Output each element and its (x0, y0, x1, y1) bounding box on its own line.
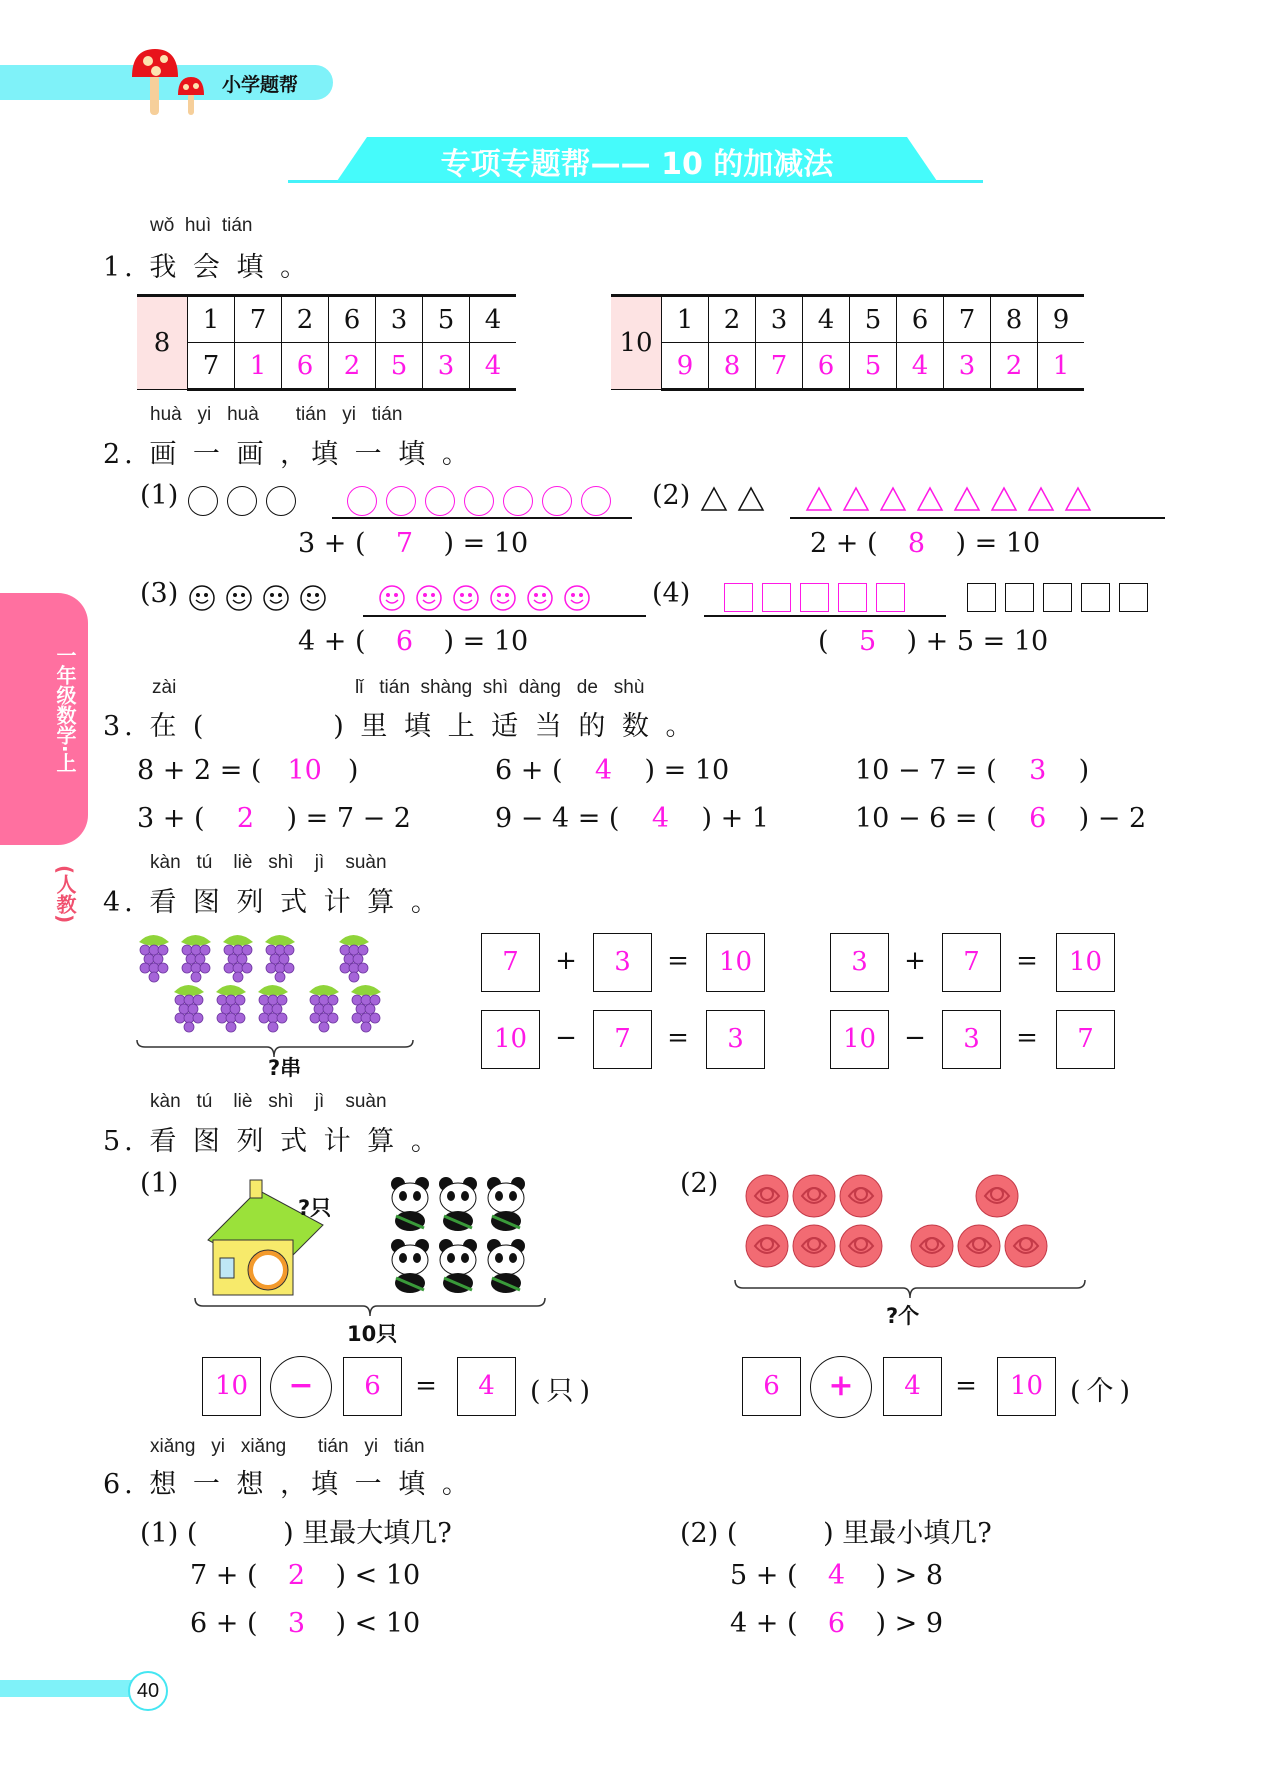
page-number: 40 (128, 1671, 168, 1711)
unit-label: (只) (530, 1376, 597, 1407)
whole-number-cell: 8 (137, 296, 188, 390)
flower-icon (793, 1225, 835, 1267)
circle-icon (503, 486, 533, 516)
edition-label: (人教) (53, 865, 77, 924)
answer-box: 10 (706, 933, 765, 992)
q6-equation (730, 1560, 943, 1591)
q6-title: 6. 想 一 想 ，填 一 填 。 (103, 1469, 473, 1500)
answer-value: 2 (287, 1560, 306, 1591)
circle-icon (425, 486, 455, 516)
circle-icon (581, 486, 611, 516)
equation-text: ) < 10 (335, 1560, 421, 1591)
equation-text: ) + 5 = 10 (906, 626, 1049, 657)
decomposition-table-8 (137, 294, 516, 391)
equation-text: 10 − 6 = ( (855, 803, 997, 834)
q6-equation (730, 1608, 943, 1639)
circle-icon (386, 486, 416, 516)
square-icon (762, 583, 791, 612)
q3-equation (495, 755, 729, 786)
square-icon (1043, 583, 1072, 612)
q2-equation (818, 626, 1048, 657)
square-icon (1081, 583, 1110, 612)
flower-icon (976, 1175, 1018, 1217)
equals-sign: = (667, 946, 689, 976)
answer-line (363, 615, 646, 617)
table-cell: 1 (188, 296, 235, 343)
answer-box: 4 (457, 1357, 516, 1416)
equation-text: 3 + ( (298, 528, 366, 559)
answer-cell: 6 (803, 343, 850, 390)
table-cell: 6 (897, 296, 944, 343)
flower-icon (840, 1225, 882, 1267)
equation-text: ) > 8 (875, 1560, 943, 1591)
table-cell: 4 (470, 296, 517, 343)
grape-bunch-icon (139, 935, 169, 982)
q6-equation (190, 1560, 420, 1591)
circle-icon (542, 486, 572, 516)
operator-circle: − (270, 1356, 332, 1418)
q4-title: 4. 看 图 列 式 计 算 。 (103, 887, 442, 918)
grape-bunch-icon (265, 935, 295, 982)
q5-title: 5. 看 图 列 式 计 算 。 (103, 1126, 442, 1157)
flower-icon (911, 1225, 953, 1267)
table-cell: 3 (376, 296, 423, 343)
answer-cell: 5 (850, 343, 897, 390)
answer-box: 3 (593, 933, 652, 992)
smiley-icon (378, 584, 406, 616)
q2-item-label: (1) (140, 480, 179, 511)
q3-equation (137, 755, 358, 786)
q5-pinyin: kàn tú liè shì jì suàn (150, 1091, 387, 1112)
equation-text: ) = 10 (644, 755, 730, 786)
drawn-shapes (805, 486, 1092, 516)
flower-icon (840, 1175, 882, 1217)
answer-box: 10 (1056, 933, 1115, 992)
table-cell: 7 (188, 343, 235, 390)
answer-value: 8 (907, 528, 926, 559)
flower-icon (958, 1225, 1000, 1267)
brace-icon (193, 1296, 548, 1320)
flower-icon (1005, 1225, 1047, 1267)
equation-text: 3 + ( (137, 803, 205, 834)
equation-text: ) = 10 (443, 528, 529, 559)
smiley-icon (262, 584, 290, 616)
circle-icon (227, 486, 257, 516)
equation-text: ) − 2 (1078, 803, 1147, 834)
answer-cell: 8 (709, 343, 756, 390)
q3-title: 3. 在 ( ) 里 填 上 适 当 的 数 。 (103, 711, 697, 742)
given-shapes (967, 583, 1148, 612)
answer-box: 10 (830, 1010, 889, 1069)
q2-item-label: (3) (140, 578, 179, 609)
equals-sign: = (667, 1023, 689, 1053)
equation-text: ) > 9 (875, 1608, 943, 1639)
equation-text: 6 + ( (495, 755, 563, 786)
operator-circle: + (810, 1356, 872, 1418)
grape-bunch-icon (174, 985, 204, 1032)
equals-sign: = (1016, 946, 1038, 976)
triangle-icon (990, 486, 1018, 516)
table-cell: 5 (850, 296, 897, 343)
answer-cell: 4 (470, 343, 517, 390)
grapes-caption: ?串 (268, 1056, 302, 1080)
equation-text: ) = 10 (955, 528, 1041, 559)
circle-icon (464, 486, 494, 516)
answer-box: 3 (830, 933, 889, 992)
answer-line (704, 615, 946, 617)
grade-label: 一年级数学·上 (53, 645, 77, 773)
answer-line (332, 517, 632, 519)
answer-cell: 6 (282, 343, 329, 390)
answer-cell: 5 (376, 343, 423, 390)
answer-cell: 1 (1038, 343, 1085, 390)
panda-icon (391, 1239, 429, 1293)
square-icon (838, 583, 867, 612)
triangle-icon (737, 486, 765, 516)
answer-value: 4 (594, 755, 613, 786)
circle-icon (266, 486, 296, 516)
q2-item-label: (2) (652, 480, 691, 511)
triangle-icon (700, 486, 728, 516)
answer-value: 2 (236, 803, 255, 834)
smiley-icon (489, 584, 517, 616)
q3-equation (855, 755, 1089, 786)
q2-title: 2. 画 一 画 ，填 一 填 。 (103, 439, 473, 470)
answer-box: 7 (1056, 1010, 1115, 1069)
triangle-icon (916, 486, 944, 516)
table-cell: 4 (803, 296, 850, 343)
answer-cell: 4 (897, 343, 944, 390)
operator-sign: + (555, 946, 577, 976)
answer-box: 10 (997, 1357, 1056, 1416)
equation-text: ) = 7 − 2 (286, 803, 411, 834)
q6-part1-prompt: (1) ( ) 里最大填几? (140, 1518, 452, 1549)
answer-line (790, 517, 1165, 519)
page-title: 专项专题帮—— 10 的加减法 (440, 147, 834, 182)
q2-equation (810, 528, 1040, 559)
equation-text: 9 − 4 = ( (495, 803, 620, 834)
q2-item-label: (4) (652, 578, 691, 609)
grape-bunch-icon (216, 985, 246, 1032)
square-icon (800, 583, 829, 612)
answer-box: 10 (202, 1357, 261, 1416)
q2-equation (298, 528, 528, 559)
table-cell: 2 (709, 296, 756, 343)
equation-text: 5 + ( (730, 1560, 798, 1591)
table-cell: 8 (991, 296, 1038, 343)
q2-pinyin: huà yi huà tián yi tián (150, 404, 403, 425)
answer-cell: 1 (235, 343, 282, 390)
grape-bunch-icon (181, 935, 211, 982)
pandas-picture (380, 1172, 540, 1302)
whole-number-cell: 10 (611, 296, 662, 390)
answer-box: 7 (481, 933, 540, 992)
answer-cell: 3 (423, 343, 470, 390)
operator-sign: − (555, 1023, 577, 1053)
grape-bunch-icon (258, 985, 288, 1032)
equation-text: ) (347, 755, 359, 786)
brand-name: 小学题帮 (222, 74, 299, 96)
smiley-icon (452, 584, 480, 616)
equation-text: ( (818, 626, 829, 657)
equation-text: 7 + ( (190, 1560, 258, 1591)
smiley-icon (563, 584, 591, 616)
square-icon (967, 583, 996, 612)
equals-sign: = (415, 1371, 437, 1401)
table-cell: 6 (329, 296, 376, 343)
grape-bunch-icon (309, 985, 339, 1032)
answer-cell: 7 (756, 343, 803, 390)
q3-equation (495, 803, 769, 834)
drawn-shapes (724, 583, 905, 612)
triangle-icon (842, 486, 870, 516)
flower-icon (793, 1175, 835, 1217)
grape-bunch-icon (351, 985, 381, 1032)
square-icon (876, 583, 905, 612)
triangle-icon (1027, 486, 1055, 516)
mushroom-logo-icon (128, 45, 218, 117)
answer-value: 4 (827, 1560, 846, 1591)
panda-icon (391, 1177, 429, 1231)
equation-text: 2 + ( (810, 528, 878, 559)
equation-text: 6 + ( (190, 1608, 258, 1639)
q5-part1-label: (1) (140, 1168, 179, 1199)
square-icon (1119, 583, 1148, 612)
answer-value: 5 (858, 626, 877, 657)
triangle-icon (953, 486, 981, 516)
table-cell: 7 (235, 296, 282, 343)
circle-icon (188, 486, 218, 516)
drawn-shapes (347, 486, 611, 516)
answer-box: 4 (883, 1357, 942, 1416)
smiley-icon (225, 584, 253, 616)
answer-cell: 9 (662, 343, 709, 390)
operator-sign: + (904, 946, 926, 976)
equation-text: 4 + ( (730, 1608, 798, 1639)
brace-icon (733, 1278, 1088, 1302)
q5-part2-label: (2) (680, 1168, 719, 1199)
drawn-shapes (378, 584, 591, 616)
answer-cell: 2 (329, 343, 376, 390)
answer-value: 3 (1029, 755, 1047, 786)
given-shapes (188, 486, 296, 516)
equation-text: ) < 10 (335, 1608, 421, 1639)
q3-pinyin-b: lǐ tián shàng shì dàng de shù (355, 677, 645, 698)
q6-equation (190, 1608, 420, 1639)
table-cell: 7 (944, 296, 991, 343)
house-clock-icon (198, 1170, 328, 1300)
answer-value: 3 (287, 1608, 306, 1639)
equation-text: ) + 1 (701, 803, 769, 834)
q1-title: 1. 我 会 填 。 (103, 252, 312, 283)
q1-pinyin: wǒ huì tián (150, 215, 253, 236)
answer-cell: 3 (944, 343, 991, 390)
triangle-icon (805, 486, 833, 516)
smiley-icon (188, 584, 216, 616)
answer-box: 3 (706, 1010, 765, 1069)
table-cell: 2 (282, 296, 329, 343)
grape-bunch-icon (223, 935, 253, 982)
answer-value: 6 (395, 626, 414, 657)
q3-equation (137, 803, 411, 834)
answer-box: 7 (593, 1010, 652, 1069)
flowers-picture (740, 1172, 1090, 1282)
total-animals-label: 10只 (347, 1322, 398, 1346)
q6-pinyin: xiǎng yi xiǎng tián yi tián (150, 1436, 425, 1457)
grapes-picture (135, 930, 425, 1065)
table-cell: 9 (1038, 296, 1085, 343)
given-shapes (700, 486, 765, 516)
circle-icon (347, 486, 377, 516)
equation-text: 4 + ( (298, 626, 366, 657)
decomposition-table-10 (611, 294, 1084, 391)
panda-icon (487, 1239, 525, 1293)
table-cell: 1 (662, 296, 709, 343)
flower-icon (746, 1175, 788, 1217)
smiley-icon (526, 584, 554, 616)
operator-sign: − (904, 1023, 926, 1053)
smiley-icon (415, 584, 443, 616)
answer-value: 10 (287, 755, 322, 786)
footer-band (0, 1680, 140, 1697)
smiley-icon (299, 584, 327, 616)
panda-icon (487, 1177, 525, 1231)
panda-icon (439, 1239, 477, 1293)
q6-part2-prompt: (2) ( ) 里最小填几? (680, 1518, 992, 1549)
q3-pinyin-a: zài (152, 677, 177, 698)
given-shapes (188, 584, 327, 616)
square-icon (724, 583, 753, 612)
table-cell: 3 (756, 296, 803, 343)
answer-value: 4 (651, 803, 670, 834)
equals-sign: = (1016, 1023, 1038, 1053)
unknown-animals-label: ?只 (298, 1196, 332, 1220)
answer-value: 7 (395, 528, 414, 559)
panda-icon (439, 1177, 477, 1231)
grape-bunch-icon (339, 935, 369, 982)
answer-value: 6 (1029, 803, 1047, 834)
answer-cell: 2 (991, 343, 1038, 390)
q2-equation (298, 626, 528, 657)
equation-text: ) (1078, 755, 1090, 786)
answer-box: 10 (481, 1010, 540, 1069)
triangle-icon (879, 486, 907, 516)
equation-text: ) = 10 (443, 626, 529, 657)
equation-text: 8 + 2 = ( (137, 755, 262, 786)
q3-equation (855, 803, 1146, 834)
square-icon (1005, 583, 1034, 612)
table-cell: 5 (423, 296, 470, 343)
flower-icon (746, 1225, 788, 1267)
equals-sign: = (955, 1371, 977, 1401)
q4-pinyin: kàn tú liè shì jì suàn (150, 852, 387, 873)
total-flowers-label: ?个 (886, 1304, 920, 1328)
answer-box: 6 (343, 1357, 402, 1416)
answer-box: 6 (742, 1357, 801, 1416)
triangle-icon (1064, 486, 1092, 516)
answer-value: 6 (827, 1608, 846, 1639)
unit-label: (个) (1070, 1376, 1137, 1407)
answer-box: 3 (942, 1010, 1001, 1069)
answer-box: 7 (942, 933, 1001, 992)
equation-text: 10 − 7 = ( (855, 755, 997, 786)
